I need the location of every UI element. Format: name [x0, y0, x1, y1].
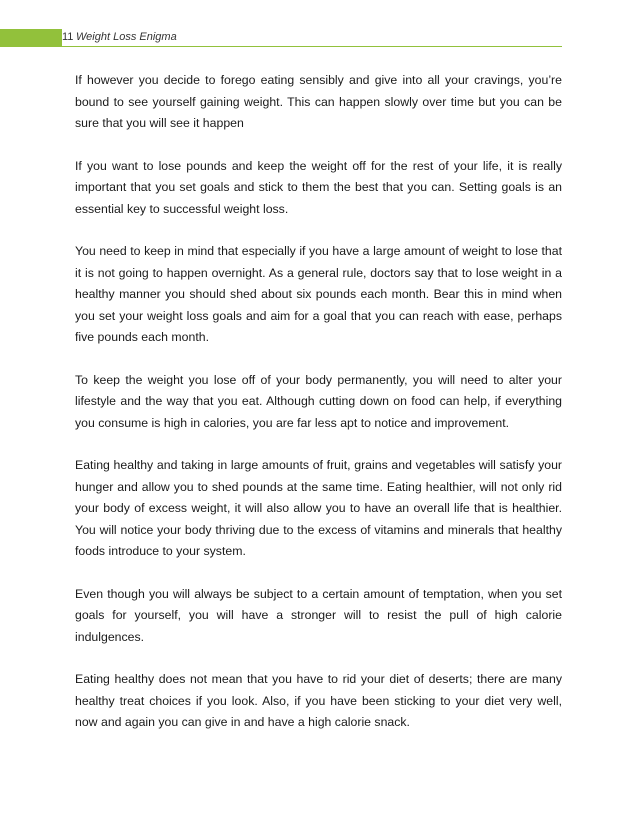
- paragraph: To keep the weight you lose off of your body permanently, you will need to alter your lifestyle and the way that you eat. Although cutting down on food can help, if everything you consume is high in calories, you are far less apt to notice and improvement.: [75, 372, 562, 430]
- paragraph: Even though you will always be subject to a certain amount of temptation, when you set goals for yourself, you will have a stronger will to resist the pull of high calorie indulgences.: [75, 586, 562, 644]
- header-underline: [62, 46, 562, 47]
- page-body: [75, 70, 562, 755]
- paragraph: Eating healthy and taking in large amounts of fruit, grains and vegetables will satisfy your hunger and allow you to shed pounds at the same time. Eating healthier, will not only rid your body of excess weight, it will also allow you to have an overall life that is healthier. You will notice your body thriving due to the excess of vitamins and minerals that healthy foods introduce to your system.: [75, 458, 562, 558]
- page-header: [0, 29, 638, 47]
- paragraph: Eating healthy does not mean that you have to rid your diet of deserts; there are many healthy treat choices if you look. Also, if you have been sticking to your diet very well, now and again you can give in and have a high calorie snack.: [75, 672, 562, 729]
- paragraph: If you want to lose pounds and keep the weight off for the rest of your life, it is really important that you set goals and stick to them the best that you can. Setting goals is an essential key to successful weight loss.: [75, 158, 562, 216]
- page-number: 11: [62, 31, 74, 43]
- document-title: Weight Loss Enigma: [76, 31, 177, 43]
- header-accent-bar: [0, 29, 62, 47]
- paragraph: If however you decide to forego eating sensibly and give into all your cravings, you’re bound to see yourself gaining weight. This can happen slowly over time but you can be sure that you will see it happen: [75, 73, 562, 130]
- paragraph: You need to keep in mind that especially if you have a large amount of weight to lose that it is not going to happen overnight. As a general rule, doctors say that to lose weight in a healthy manner you should shed about six pounds each month. Bear this in mind when you set your weight loss goals and aim for a goal that you can reach with ease, perhaps five pounds each month.: [75, 244, 562, 344]
